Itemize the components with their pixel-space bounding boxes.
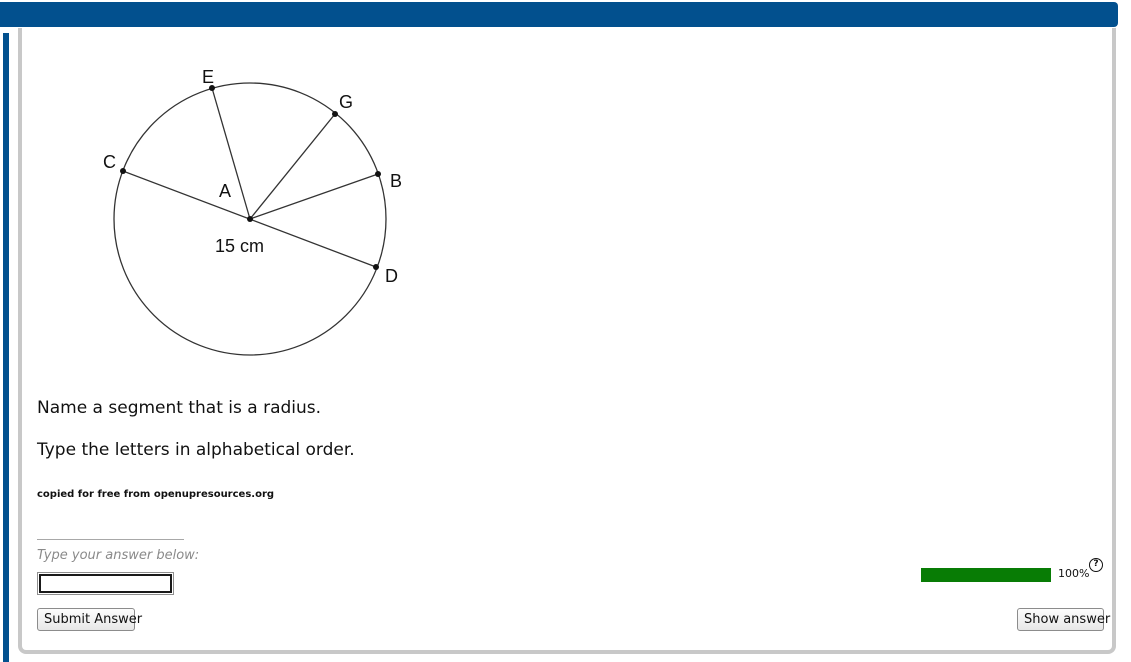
answer-divider: [37, 539, 184, 540]
answer-input[interactable]: [37, 572, 174, 595]
point-d: [373, 264, 379, 270]
point-c: [120, 168, 126, 174]
segment-ag: [250, 114, 335, 219]
label-a: A: [219, 181, 232, 201]
left-accent-bar: [3, 33, 9, 662]
label-measurement: 15 cm: [215, 236, 265, 256]
submit-answer-button[interactable]: Submit Answer: [37, 608, 135, 631]
label-g: G: [339, 92, 354, 112]
segment-ab: [250, 174, 378, 219]
source-credit: copied for free from openupresources.org: [37, 489, 275, 500]
score-progress-bar: [921, 568, 1051, 582]
show-answer-button[interactable]: Show answer: [1017, 608, 1104, 631]
label-b: B: [390, 171, 403, 191]
circle-diagram: [80, 58, 430, 364]
label-e: E: [202, 67, 215, 87]
score-progress-label: 100%: [1058, 567, 1090, 580]
question-instruction: Type the letters in alphabetical order.: [37, 440, 355, 460]
answer-label: Type your answer below:: [37, 548, 200, 563]
point-a: [247, 216, 253, 222]
question-prompt: Name a segment that is a radius.: [37, 398, 322, 418]
label-c: C: [103, 152, 116, 172]
circle-figure: [80, 58, 430, 364]
point-g: [332, 111, 338, 117]
point-b: [375, 171, 381, 177]
help-icon[interactable]: ?: [1089, 558, 1103, 572]
label-d: D: [385, 266, 398, 286]
top-header-bar: [0, 2, 1118, 27]
score-progress-fill: [921, 568, 1051, 582]
